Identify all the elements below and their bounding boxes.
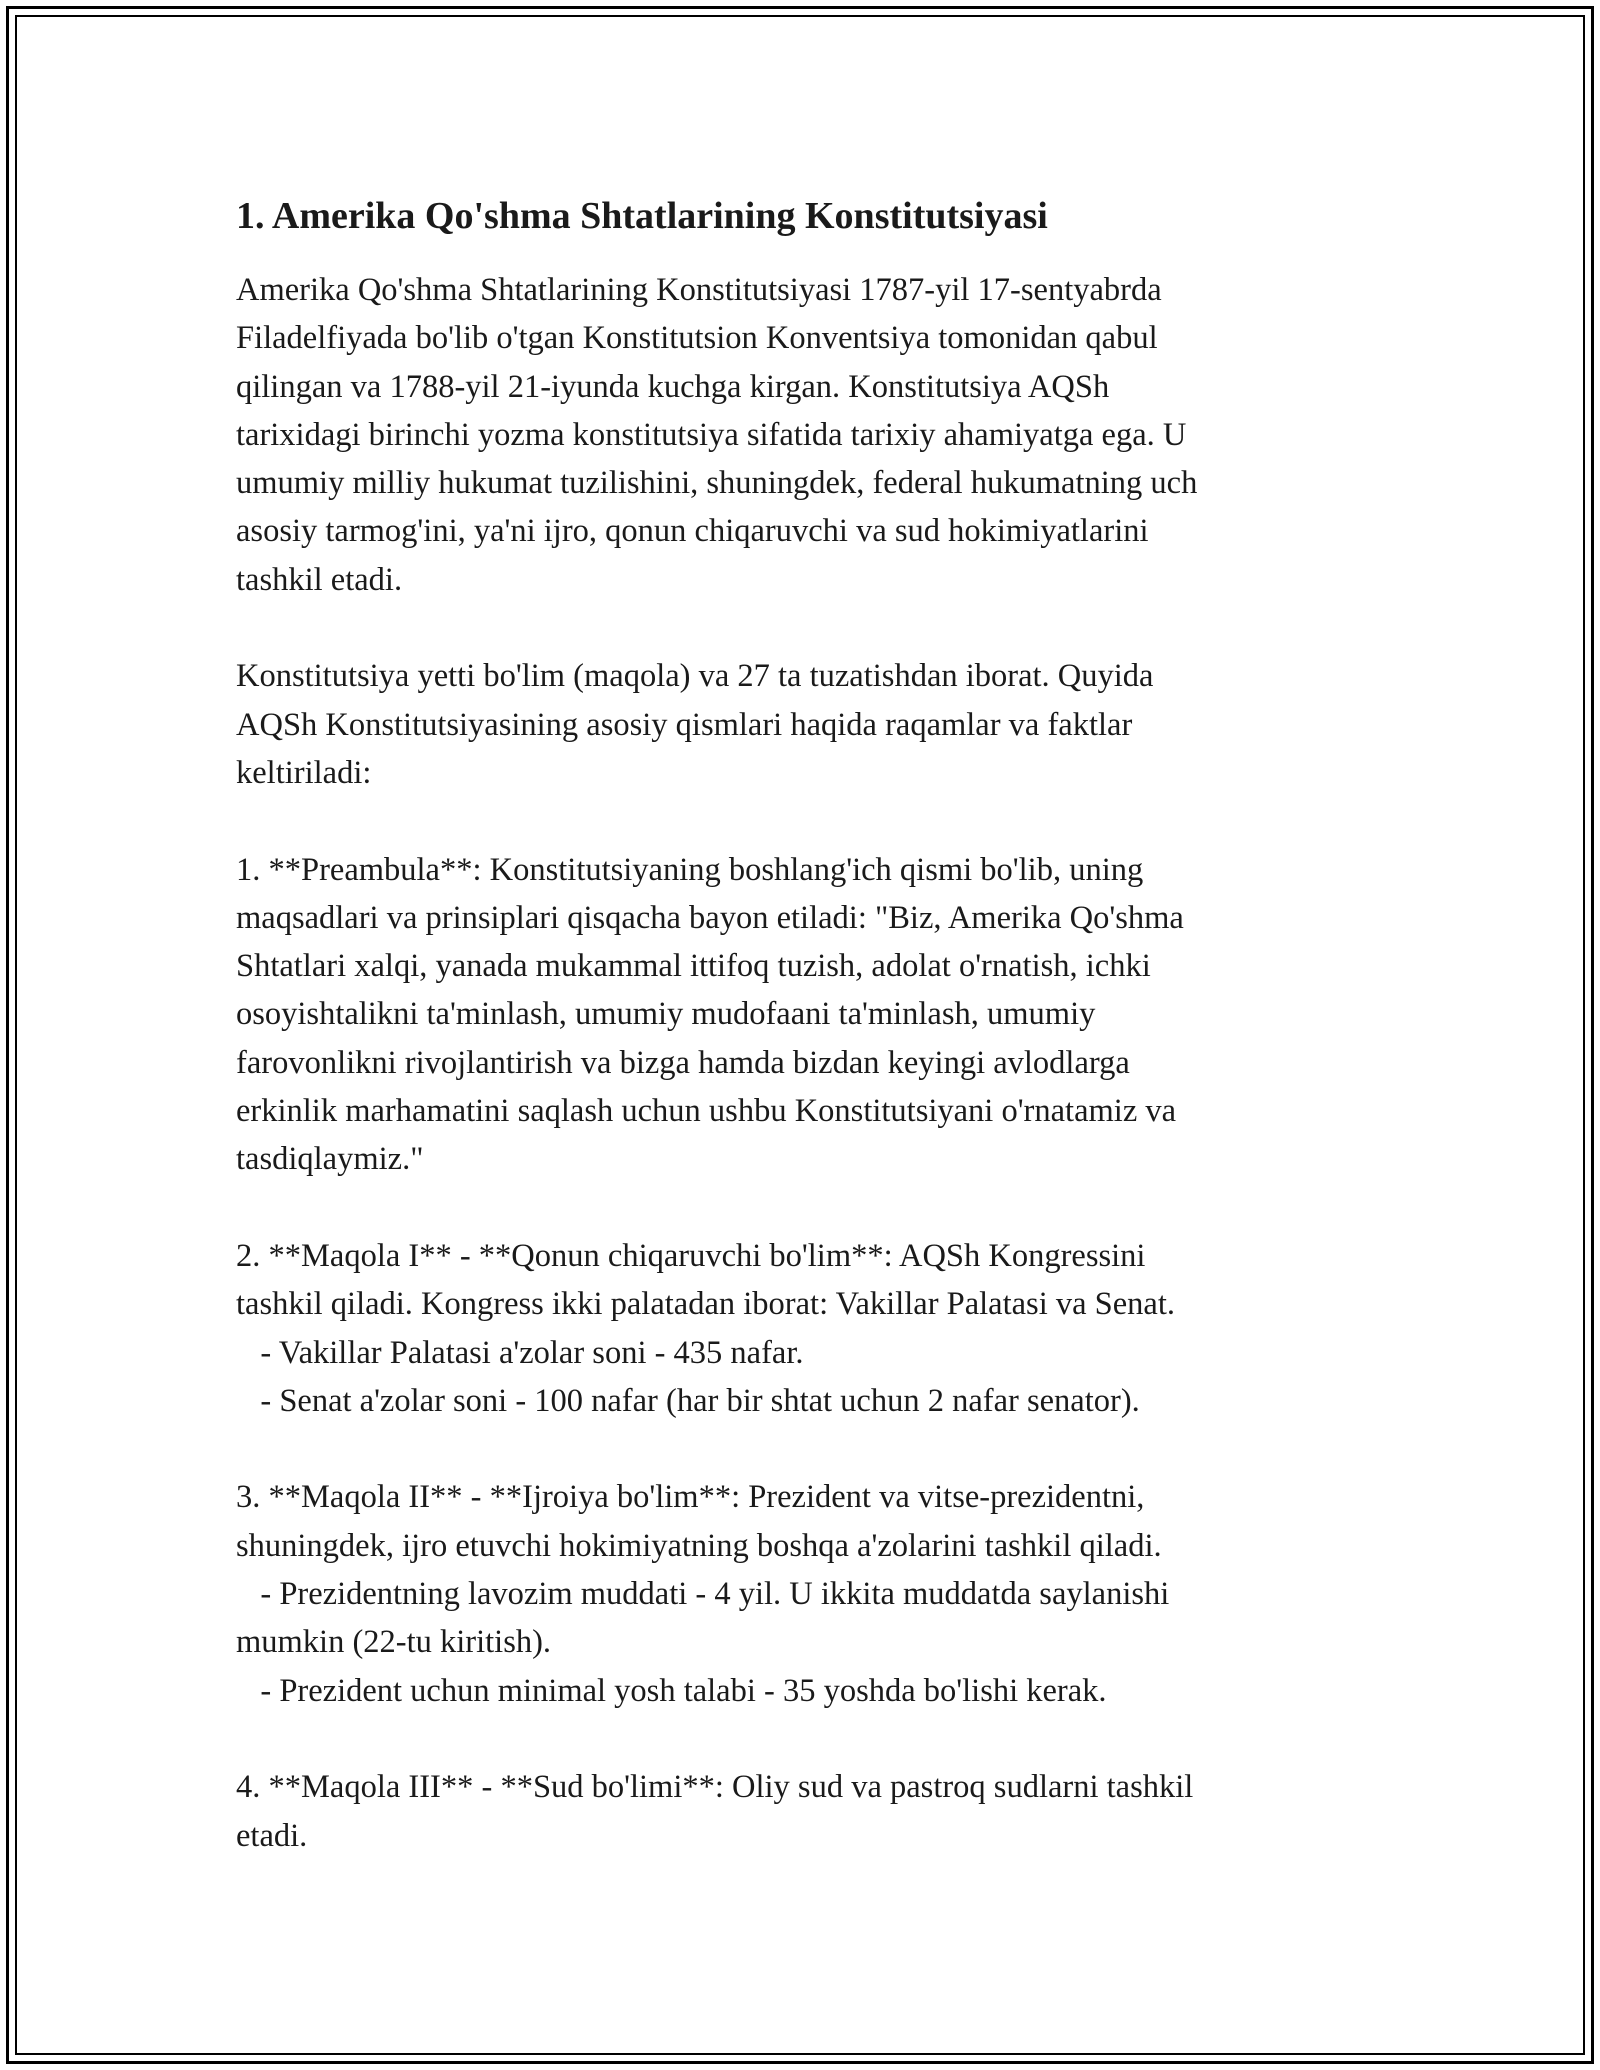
paragraph-gap <box>236 604 1361 652</box>
list-item-article-1: 2. **Maqola I** - **Qonun chiqaruvchi bo'lim**: AQSh Kongressini tashkil qiladi. Kongress ikki palatadan iborat: Vakillar Palatasi va Senat. - Vakillar Palatasi a'zolar soni - 435 nafar. - Senat a'zolar soni - 100 nafar (har bir shtat uchun 2 nafar senator). <box>236 1237 1175 1419</box>
list-item-article-2: 3. **Maqola II** - **Ijroiya bo'lim**: Prezident va vitse-prezidentni, shuningdek, ijro etuvchi hokimiyatning boshqa a'zolarini tashkil qiladi. - Prezidentning lavozim muddati - 4 yil. U ikkita muddatda saylanishi mumkin (22-tu kiritish). - Prezident uchun minimal yosh talabi - 35 yoshda bo'lishi kerak. <box>236 1479 1170 1709</box>
document-title: 1. Amerika Qo'shma Shtatlarining Konstitutsiyasi <box>236 195 1048 237</box>
document-body <box>236 190 1361 1860</box>
paragraph-gap <box>236 1425 1361 1473</box>
paragraph-gap <box>236 1715 1361 1763</box>
paragraph-gap <box>236 797 1361 845</box>
list-item-preamble: 1. **Preambula**: Konstitutsiyaning boshlang'ich qismi bo'lib, uning maqsadlari va prinsiplari qisqacha bayon etiladi: "Biz, Amerika Qo'shma Shtatlari xalqi, yanada mukammal ittifoq tuzish, adolat o'rnatish, ichki osoyishtalikni ta'minlash, umumiy mudofaani ta'minlash, umumiy farovonlikni rivojlantirish va bizga hamda bizdan keyingi avlodlarga erkinlik marhamatini saqlash uchun ushbu Konstitutsiyani o'rnatamiz va tasdiqlaymiz." <box>236 851 1184 1178</box>
list-item-article-3: 4. **Maqola III** - **Sud bo'limi**: Oliy sud va pastroq sudlarni tashkil etadi. <box>236 1769 1194 1854</box>
paragraph-gap <box>236 1184 1361 1232</box>
overview-paragraph: Konstitutsiya yetti bo'lim (maqola) va 27 ta tuzatishdan iborat. Quyida AQSh Konstitutsiyasining asosiy qismlari haqida raqamlar va faktlar keltiriladi: <box>236 658 1154 791</box>
intro-paragraph: Amerika Qo'shma Shtatlarining Konstitutsiyasi 1787-yil 17-sentyabrda Filadelfiyada bo'lib o'tgan Konstitutsion Konventsiya tomonidan qabul qilingan va 1788-yil 21-iyunda kuchga kirgan. Konstitutsiya AQSh tarixidagi birinchi yozma konstitutsiya sifatida tarixiy ahamiyatga ega. U umumiy milliy hukumat tuzilishini, shuningdek, federal hukumatning uch asosiy tarmog'ini, ya'ni ijro, qonun chiqaruvchi va sud hokimiyatlarini tashkil etadi. <box>236 272 1198 598</box>
